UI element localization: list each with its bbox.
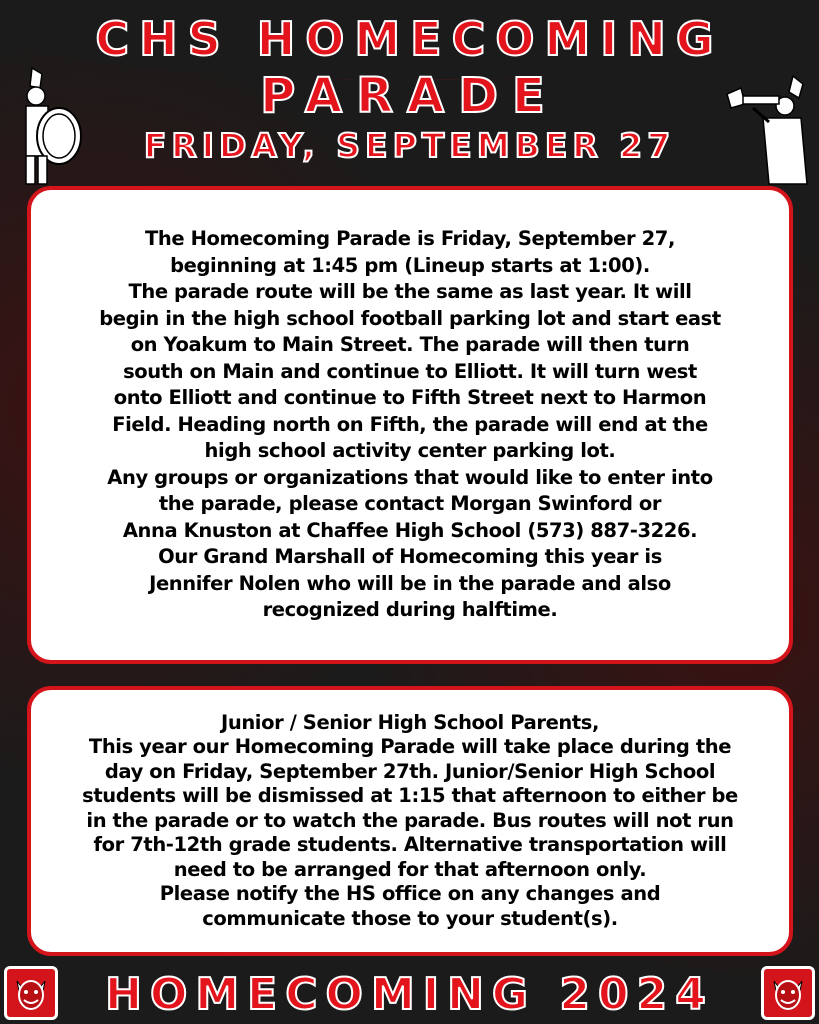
date-line: FRIDAY, SEPTEMBER 27 [143, 126, 676, 165]
title-line-1: CHS HOMECOMING [95, 12, 724, 66]
card2-line: Please notify the HS office on any changes and [159, 882, 661, 906]
card1-line: Anna Knuston at Chaffee High School (573) 887-3226. [122, 518, 698, 542]
card1-line: The Homecoming Parade is Friday, September 27, [145, 227, 675, 251]
card1-line: the parade, please contact Morgan Swinford or [158, 492, 662, 516]
card1-line: high school activity center parking lot. [204, 439, 616, 463]
card1-line: onto Elliott and continue to Fifth Street next to Harmon [113, 386, 707, 410]
parade-details-card [27, 186, 793, 664]
card2-line: students will be dismissed at 1:15 that afternoon to either be [82, 784, 738, 808]
parents-notice-card [27, 686, 793, 956]
card2-line: Junior / Senior High School Parents, [220, 710, 600, 734]
title-line-2: PARADE [260, 68, 559, 124]
card2-line: This year our Homecoming Parade will take place during the [88, 735, 732, 759]
footer-banner: HOMECOMING 2024 [105, 969, 714, 1020]
card2-line: in the parade or to watch the parade. Bus routes will not run [86, 808, 734, 832]
card2-line: for 7th-12th grade students. Alternative transportation will [93, 833, 727, 857]
card1-line: Our Grand Marshall of Homecoming this year is [158, 545, 662, 569]
devil-mascot-icon-right [761, 966, 815, 1020]
card1-line: The parade route will be the same as last year. It will [128, 280, 692, 304]
card1-line: recognized during halftime. [262, 598, 558, 622]
card1-line: begin in the high school football parking lot and start east [99, 306, 721, 330]
card2-line: day on Friday, September 27th. Junior/Senior High School [104, 759, 716, 783]
card2-line: need to be arranged for that afternoon only. [173, 857, 647, 881]
card2-line: communicate those to your student(s). [202, 906, 618, 930]
card1-line: on Yoakum to Main Street. The parade will then turn [130, 333, 690, 357]
card1-line: Field. Heading north on Fifth, the parade will end at the [112, 412, 708, 436]
card1-line: Jennifer Nolen who will be in the parade and also [149, 571, 671, 595]
card1-line: Any groups or organizations that would like to enter into [107, 465, 713, 489]
card1-line: south on Main and continue to Elliott. It will turn west [123, 359, 697, 383]
card1-line: beginning at 1:45 pm (Lineup starts at 1:00). [170, 253, 650, 277]
